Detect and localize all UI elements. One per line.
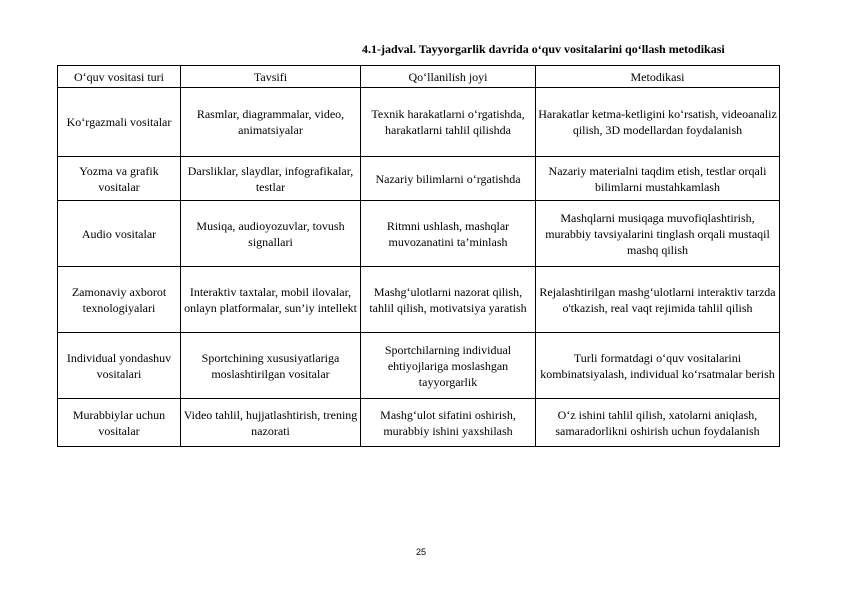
cell-application: Mashg‘ulot sifatini oshirish, murabbiy ishini yaxshilash	[361, 399, 536, 447]
table-header-row	[58, 66, 780, 88]
header-methodology: Metodikasi	[536, 66, 780, 88]
cell-description: Darsliklar, slaydlar, infografikalar, testlar	[181, 157, 361, 201]
table-row	[58, 267, 780, 333]
cell-description: Musiqa, audioyozuvlar, tovush signallari	[181, 201, 361, 267]
cell-application: Sportchilarning individual ehtiyojlariga moslashgan tayyorgarlik	[361, 333, 536, 399]
page-number: 25	[415, 547, 426, 557]
cell-application: Nazariy bilimlarni o‘rgatishda	[361, 157, 536, 201]
cell-methodology: Nazariy materialni taqdim etish, testlar orqali bilimlarni mustahkamlash	[536, 157, 780, 201]
cell-tool-type: Individual yondashuv vositalari	[58, 333, 181, 399]
methods-table	[57, 65, 780, 447]
cell-tool-type: Yozma va grafik vositalar	[58, 157, 181, 201]
cell-methodology: Harakatlar ketma-ketligini ko‘rsatish, videoanaliz qilish, 3D modellardan foydalanish	[536, 88, 780, 157]
table-row	[58, 201, 780, 267]
table-row	[58, 157, 780, 201]
header-application: Qo‘llanilish joyi	[361, 66, 536, 88]
table-row	[58, 88, 780, 157]
cell-tool-type: Ko‘rgazmali vositalar	[58, 88, 181, 157]
cell-tool-type: Murabbiylar uchun vositalar	[58, 399, 181, 447]
cell-methodology: O‘z ishini tahlil qilish, xatolarni aniqlash, samaradorlikni oshirish uchun foydalanish	[536, 399, 780, 447]
cell-description: Video tahlil, hujjatlashtirish, trening nazorati	[181, 399, 361, 447]
cell-description: Sportchining xususiyatlariga moslashtirilgan vositalar	[181, 333, 361, 399]
table-caption: 4.1-jadval. Tayyorgarlik davrida o‘quv vositalarini qo‘llash metodikasi	[362, 42, 725, 56]
cell-tool-type: Zamonaviy axborot texnologiyalari	[58, 267, 181, 333]
cell-description: Rasmlar, diagrammalar, video, animatsiyalar	[181, 88, 361, 157]
cell-description: Interaktiv taxtalar, mobil ilovalar, onlayn platformalar, sun’iy intellekt	[181, 267, 361, 333]
cell-methodology: Mashqlarni musiqaga muvofiqlashtirish, murabbiy tavsiyalarini tinglash orqali mustaqil mashq qilish	[536, 201, 780, 267]
cell-methodology: Rejalashtirilgan mashg‘ulotlarni interaktiv tarzda o'tkazish, real vaqt rejimida tahlil qilish	[536, 267, 780, 333]
cell-application: Ritmni ushlash, mashqlar muvozanatini ta’minlash	[361, 201, 536, 267]
header-description: Tavsifi	[181, 66, 361, 88]
cell-application: Texnik harakatlarni o‘rgatishda, harakatlarni tahlil qilishda	[361, 88, 536, 157]
cell-tool-type: Audio vositalar	[58, 201, 181, 267]
cell-methodology: Turli formatdagi o‘quv vositalarini kombinatsiyalash, individual ko‘rsatmalar berish	[536, 333, 780, 399]
header-tool-type: O‘quv vositasi turi	[58, 66, 181, 88]
cell-application: Mashg‘ulotlarni nazorat qilish, tahlil qilish, motivatsiya yaratish	[361, 267, 536, 333]
table-row	[58, 333, 780, 399]
table-row	[58, 399, 780, 447]
